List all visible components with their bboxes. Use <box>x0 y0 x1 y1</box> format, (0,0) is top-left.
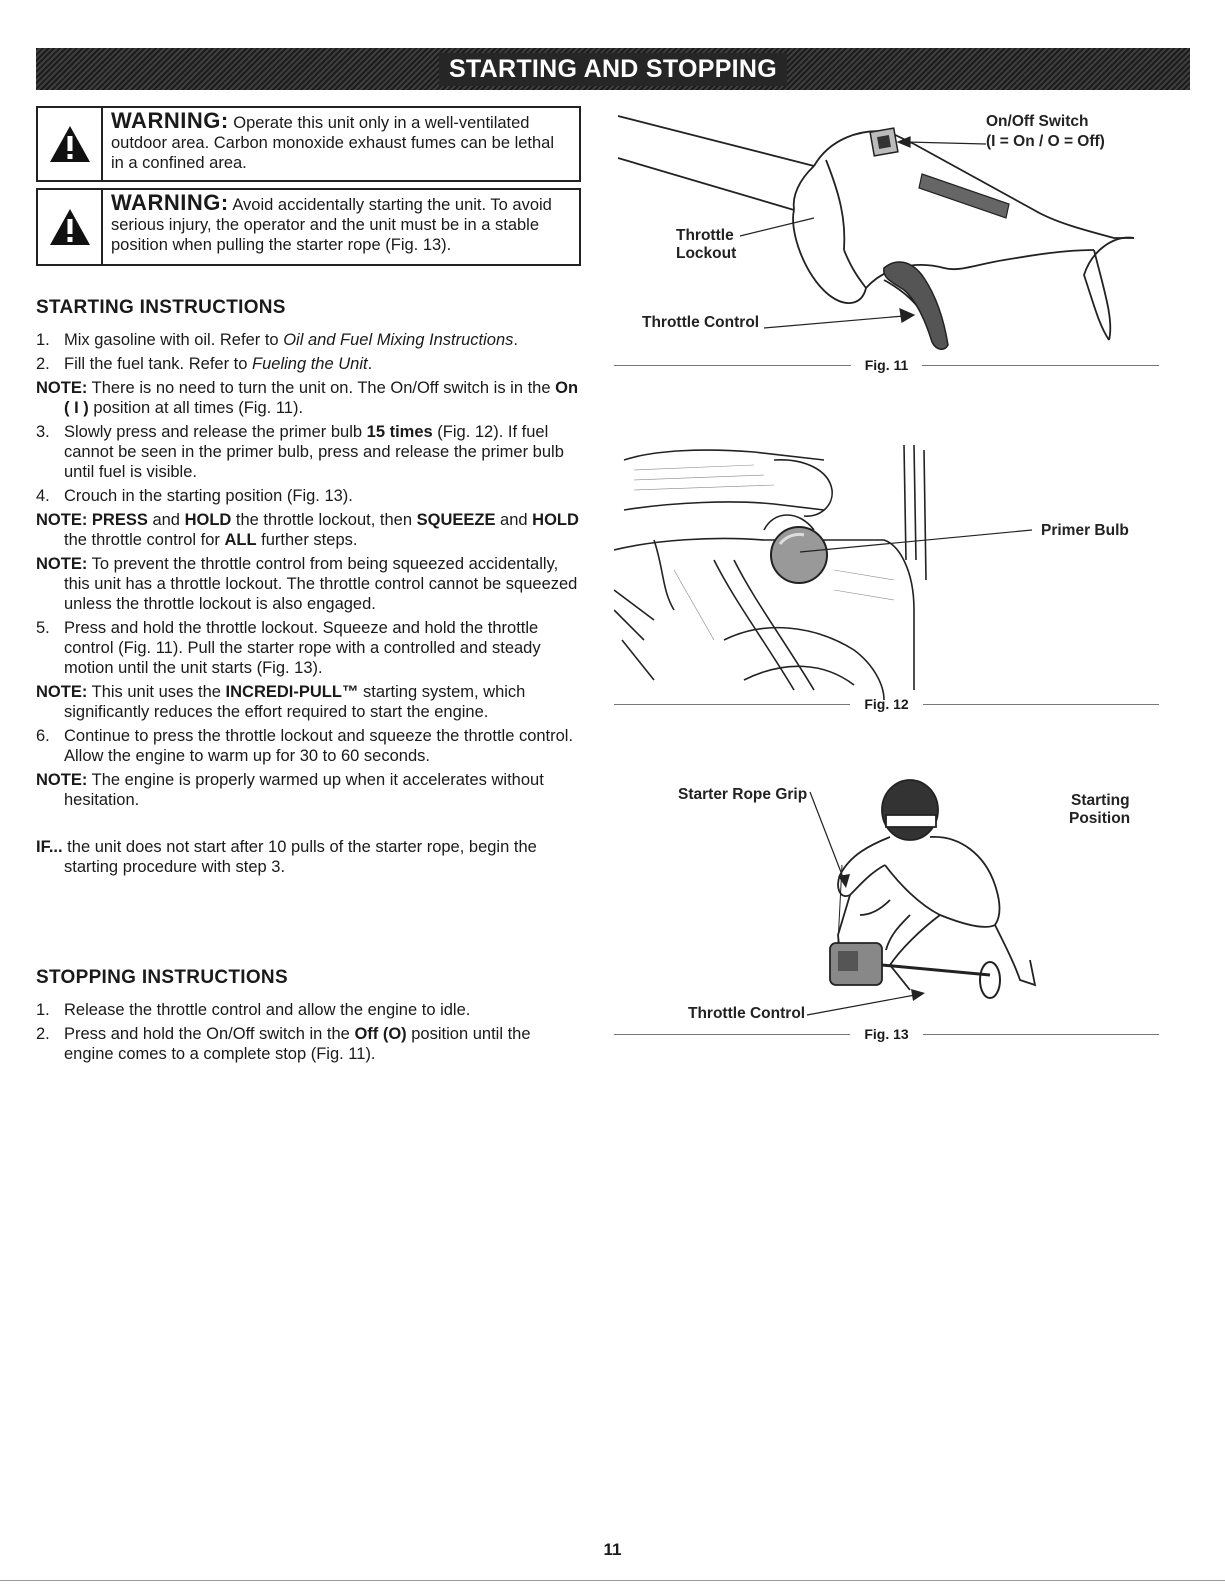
warning-text: WARNING: Operate this unit only in a well-ventilated outdoor area. Carbon monoxide exhaust fumes can be lethal in a confined area. <box>111 108 555 172</box>
list-item: 2. Press and hold the On/Off switch in the Off (O) position until the engine comes to a complete stop (Fig. 11). <box>36 1025 531 1063</box>
section-banner <box>36 48 1190 90</box>
if-note: IF... the unit does not start after 10 pulls of the starter rope, begin the starting procedure with step 3. <box>36 838 537 876</box>
list-item: 2. Fill the fuel tank. Refer to Fueling the Unit. <box>36 355 373 373</box>
label-throttle-lockout-1: Throttle <box>676 227 734 244</box>
list-item: 6. Continue to press the throttle lockout and squeeze the throttle control. Allow the engine to warm up for 30 to 60 seconds. <box>36 727 574 765</box>
list-item: 5. Press and hold the throttle lockout. Squeeze and hold the throttle control (Fig. 11). Pull the starter rope with a controlled and steady motion until the unit starts (Fig. 13). <box>36 619 541 677</box>
starting-instructions-heading: STARTING INSTRUCTIONS <box>36 297 286 318</box>
starter-rope-grip-leader-line <box>800 790 860 900</box>
on-off-switch <box>870 128 898 156</box>
stopping-instructions-heading: STOPPING INSTRUCTIONS <box>36 967 288 988</box>
fig-11-caption: Fig. 11 <box>614 355 1159 375</box>
label-on-off-switch: On/Off Switch <box>986 113 1089 130</box>
warning-box-accidental-start <box>36 188 581 266</box>
note-item: NOTE: PRESS and HOLD the throttle lockout, then SQUEEZE and HOLD the throttle control for ALL further steps. <box>36 511 579 549</box>
note-item: NOTE: To prevent the throttle control from being squeezed accidentally, this unit has a throttle lockout. The throttle control cannot be squeezed unless the throttle lockout is also engaged. <box>36 555 578 613</box>
label-starting-position-1: Starting <box>1071 792 1130 809</box>
list-item: 4. Crouch in the starting position (Fig. 13). <box>36 487 353 505</box>
list-item: 1. Release the throttle control and allow the engine to idle. <box>36 1001 471 1019</box>
note-item: NOTE: This unit uses the INCREDI-PULL™ starting system, which significantly reduces the effort required to start the engine. <box>36 683 526 721</box>
stopping-instructions-list <box>36 1000 581 1068</box>
warning-text: WARNING: Avoid accidentally starting the unit. To avoid serious injury, the operator and the unit must be in a stable position when pulling the starter rope (Fig. 13). <box>111 190 552 254</box>
label-primer-bulb: Primer Bulb <box>1041 522 1129 539</box>
engine-primer-illustration <box>614 440 944 700</box>
page-number: 11 <box>603 1540 622 1559</box>
list-item: 1. Mix gasoline with oil. Refer to Oil and Fuel Mixing Instructions. <box>36 331 518 349</box>
page-bottom-rule <box>0 1580 1225 1581</box>
label-starting-position-2: Position <box>1069 810 1131 827</box>
fig-12-caption: Fig. 12 <box>614 694 1159 714</box>
label-throttle-control: Throttle Control <box>642 314 760 331</box>
fig-13-caption: Fig. 13 <box>614 1024 1159 1044</box>
note-item: NOTE: The engine is properly warmed up when it accelerates without hesitation. <box>36 771 544 809</box>
warning-icon <box>38 108 103 180</box>
throttle-control-leader-line <box>805 985 935 1025</box>
label-starter-rope-grip: Starter Rope Grip <box>678 786 808 803</box>
label-throttle-lockout-2: Lockout <box>676 245 737 262</box>
starting-instructions-list <box>36 330 581 814</box>
primer-bulb-leader-line <box>800 520 1040 560</box>
list-item: 3. Slowly press and release the primer bulb 15 times (Fig. 12). If fuel cannot be seen in the primer bulb, press and release the primer bulb until fuel is visible. <box>36 423 564 481</box>
warning-box-ventilation <box>36 106 581 182</box>
note-item: NOTE: There is no need to turn the unit on. The On/Off switch is in the On ( I ) position at all times (Fig. 11). <box>36 379 579 417</box>
throttle-lockout-bar <box>919 174 1009 218</box>
label-on-off-values: (I = On / O = Off) <box>986 133 1105 150</box>
label-throttle-control: Throttle Control <box>688 1005 806 1022</box>
section-title: STARTING AND STOPPING <box>439 53 787 86</box>
warning-icon <box>38 190 103 264</box>
